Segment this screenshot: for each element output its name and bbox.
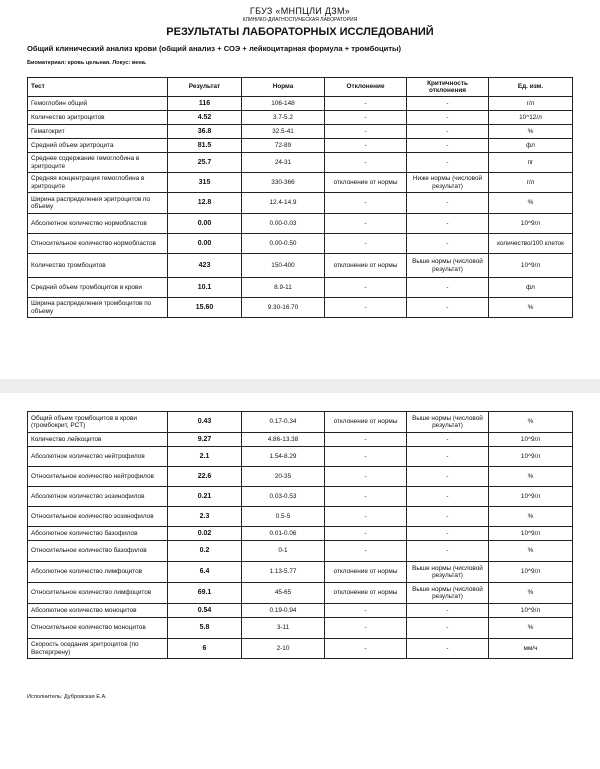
deviation-flag: - [325,214,407,234]
unit-label: 10^9/л [489,487,573,507]
test-name: Количество лейкоцитов [28,433,168,447]
col-header-test: Тест [28,78,168,97]
norm-range: 330-366 [242,173,325,193]
norm-range: 0.00-0.50 [242,234,325,254]
unit-label: пг [489,153,573,173]
norm-range: 8.9-11 [242,278,325,298]
table-row [28,234,573,254]
unit-label: 10^9/л [489,214,573,234]
result-value: 4.52 [168,111,242,125]
test-name: Общий объем тромбоцитов в крови (тромбокрит, PCT) [28,412,168,433]
table-row [28,487,573,507]
lab-name: КЛИНИКО-ДИАГНОСТИЧЕСКАЯ ЛАБОРАТОРИЯ [242,17,358,23]
result-value: 0.00 [168,214,242,234]
criticality-flag: - [407,447,489,467]
result-value: 9.27 [168,433,242,447]
result-value: 6.4 [168,562,242,583]
table-row [28,467,573,487]
test-name: Количество тромбоцитов [28,254,168,278]
norm-range: 9.30-16.70 [242,298,325,318]
unit-label: фл [489,278,573,298]
result-value: 15.60 [168,298,242,318]
table-row [28,153,573,173]
deviation-flag: - [325,467,407,487]
unit-label: фл [489,139,573,153]
norm-range: 45-65 [242,583,325,604]
deviation-flag: - [325,278,407,298]
report-page-1 [0,0,600,379]
criticality-flag: - [407,467,489,487]
unit-label: количество/100 клеток [489,234,573,254]
unit-label: г/л [489,173,573,193]
criticality-flag: - [407,618,489,639]
test-name: Абсолютное количество базофилов [28,527,168,541]
test-name: Абсолютное количество эозинофилов [28,487,168,507]
result-value: 0.2 [168,541,242,562]
analysis-subtitle: Общий клинический анализ крови (общий анализ + СОЭ + лейкоцитарная формула + тромбоциты) [27,44,402,53]
deviation-flag: - [325,447,407,467]
test-name: Абсолютное количество лимфоцитов [28,562,168,583]
table-row [28,111,573,125]
deviation-flag: - [325,433,407,447]
performer-line: Исполнитель: Дубровская Е.А. [27,694,107,700]
col-header-norm: Норма [242,78,325,97]
test-name: Относительное количество эозинофилов [28,507,168,527]
table-row [28,97,573,111]
deviation-flag: - [325,639,407,659]
table-row [28,298,573,318]
result-value: 69.1 [168,583,242,604]
table-row [28,541,573,562]
unit-label: 10^9/л [489,447,573,467]
table-row [28,433,573,447]
table-row [28,639,573,659]
unit-label: % [489,541,573,562]
unit-label: 10^9/л [489,433,573,447]
test-name: Относительное количество базофилов [28,541,168,562]
criticality-flag: - [407,541,489,562]
deviation-flag: - [325,125,407,139]
criticality-flag: - [407,139,489,153]
norm-range: 24-31 [242,153,325,173]
result-value: 25.7 [168,153,242,173]
test-name: Средний объем тромбоцитов в крови [28,278,168,298]
norm-range: 32.5-41 [242,125,325,139]
unit-label: мм/ч [489,639,573,659]
unit-label: % [489,125,573,139]
org-name: ГБУЗ «МНПЦЛИ ДЗМ» [249,6,351,16]
result-value: 2.3 [168,507,242,527]
norm-range: 150-400 [242,254,325,278]
result-value: 116 [168,97,242,111]
result-value: 0.54 [168,604,242,618]
norm-range: 20-35 [242,467,325,487]
deviation-flag: - [325,527,407,541]
deviation-flag: - [325,97,407,111]
test-name: Относительное количество лимфоцитов [28,583,168,604]
norm-range: 0.01-0.06 [242,527,325,541]
result-value: 36.8 [168,125,242,139]
norm-range: 1.54-8.29 [242,447,325,467]
report-title: РЕЗУЛЬТАТЫ ЛАБОРАТОРНЫХ ИССЛЕДОВАНИЙ [166,26,434,38]
test-name: Относительное количество нейтрофилов [28,467,168,487]
unit-label: % [489,412,573,433]
biomaterial-line: Биоматериал: кровь цельная. Локус: вена. [27,60,147,66]
table-row [28,507,573,527]
deviation-flag: отклонение от нормы [325,562,407,583]
test-name: Среднее содержание гемоглобина в эритроците [28,153,168,173]
unit-label: 10^9/л [489,527,573,541]
criticality-flag: Выше нормы (числовой результат) [407,562,489,583]
test-name: Относительное количество моноцитов [28,618,168,639]
unit-label: 10^9/л [489,562,573,583]
table-row [28,412,573,433]
unit-label: % [489,298,573,318]
results-table-page-1 [27,77,573,318]
criticality-flag: - [407,278,489,298]
table-row [28,583,573,604]
criticality-flag: - [407,153,489,173]
deviation-flag: - [325,193,407,214]
result-value: 0.43 [168,412,242,433]
test-name: Количество эритроцитов [28,111,168,125]
unit-label: 10^9/л [489,604,573,618]
test-name: Гематокрит [28,125,168,139]
table-row [28,173,573,193]
result-value: 315 [168,173,242,193]
deviation-flag: - [325,234,407,254]
norm-range: 0-1 [242,541,325,562]
criticality-flag: Выше нормы (числовой результат) [407,583,489,604]
criticality-flag: Ниже нормы (числовой результат) [407,173,489,193]
table-row [28,214,573,234]
table-row [28,254,573,278]
deviation-flag: - [325,604,407,618]
deviation-flag: отклонение от нормы [325,583,407,604]
criticality-flag: - [407,97,489,111]
norm-range: 0.03-0.53 [242,487,325,507]
test-name: Средний объем эритроцита [28,139,168,153]
table-row [28,562,573,583]
criticality-flag: - [407,433,489,447]
norm-range: 0.19-0.94 [242,604,325,618]
norm-range: 106-148 [242,97,325,111]
unit-label: г/л [489,97,573,111]
table-row [28,139,573,153]
deviation-flag: отклонение от нормы [325,412,407,433]
result-value: 10.1 [168,278,242,298]
table-header-row [28,78,573,97]
unit-label: % [489,193,573,214]
table-row [28,527,573,541]
deviation-flag: - [325,541,407,562]
criticality-flag: - [407,487,489,507]
result-value: 0.21 [168,487,242,507]
unit-label: 10^12/л [489,111,573,125]
criticality-flag: Выше нормы (числовой результат) [407,254,489,278]
result-value: 12.8 [168,193,242,214]
criticality-flag: - [407,298,489,318]
result-value: 2.1 [168,447,242,467]
col-header-deviation: Отклонение [325,78,407,97]
criticality-flag: - [407,639,489,659]
deviation-flag: - [325,298,407,318]
norm-range: 12.4-14.9 [242,193,325,214]
criticality-flag: - [407,604,489,618]
deviation-flag: отклонение от нормы [325,254,407,278]
deviation-flag: - [325,111,407,125]
test-name: Средняя концентрация гемоглобина в эритроците [28,173,168,193]
norm-range: 0.00-0.03 [242,214,325,234]
deviation-flag: - [325,618,407,639]
col-header-unit: Ед. изм. [489,78,573,97]
table-row [28,278,573,298]
test-name: Абсолютное количество нейтрофилов [28,447,168,467]
table-row [28,604,573,618]
table-row [28,447,573,467]
result-value: 0.02 [168,527,242,541]
test-name: Абсолютное количество моноцитов [28,604,168,618]
table-row [28,618,573,639]
criticality-flag: - [407,125,489,139]
norm-range: 1.13-5.77 [242,562,325,583]
result-value: 423 [168,254,242,278]
deviation-flag: отклонение от нормы [325,173,407,193]
norm-range: 3-11 [242,618,325,639]
result-value: 5.8 [168,618,242,639]
norm-range: 72-89 [242,139,325,153]
unit-label: % [489,583,573,604]
deviation-flag: - [325,507,407,527]
table-row [28,193,573,214]
criticality-flag: Выше нормы (числовой результат) [407,412,489,433]
deviation-flag: - [325,139,407,153]
norm-range: 2-10 [242,639,325,659]
test-name: Абсолютное количество нормобластов [28,214,168,234]
test-name: Относительное количество нормобластов [28,234,168,254]
test-name: Скорость оседания эритроцитов (по Вестергрену) [28,639,168,659]
test-name: Ширина распределения тромбоцитов по объему [28,298,168,318]
deviation-flag: - [325,487,407,507]
result-value: 22.6 [168,467,242,487]
unit-label: % [489,467,573,487]
result-value: 6 [168,639,242,659]
result-value: 81.5 [168,139,242,153]
unit-label: 10^9/л [489,254,573,278]
criticality-flag: - [407,214,489,234]
col-header-result: Результат [168,78,242,97]
norm-range: 0.17-0.34 [242,412,325,433]
table-row [28,125,573,139]
criticality-flag: - [407,193,489,214]
col-header-criticality: Критичность отклонения [407,78,489,97]
norm-range: 4.86-13.38 [242,433,325,447]
norm-range: 0.5-5 [242,507,325,527]
criticality-flag: - [407,527,489,541]
unit-label: % [489,507,573,527]
criticality-flag: - [407,111,489,125]
unit-label: % [489,618,573,639]
criticality-flag: - [407,507,489,527]
test-name: Ширина распределения эритроцитов по объему [28,193,168,214]
results-table-page-2 [27,411,573,659]
test-name: Гемоглобин общий [28,97,168,111]
norm-range: 3.7-5.2 [242,111,325,125]
criticality-flag: - [407,234,489,254]
deviation-flag: - [325,153,407,173]
report-page-2 [0,393,600,769]
result-value: 0.00 [168,234,242,254]
